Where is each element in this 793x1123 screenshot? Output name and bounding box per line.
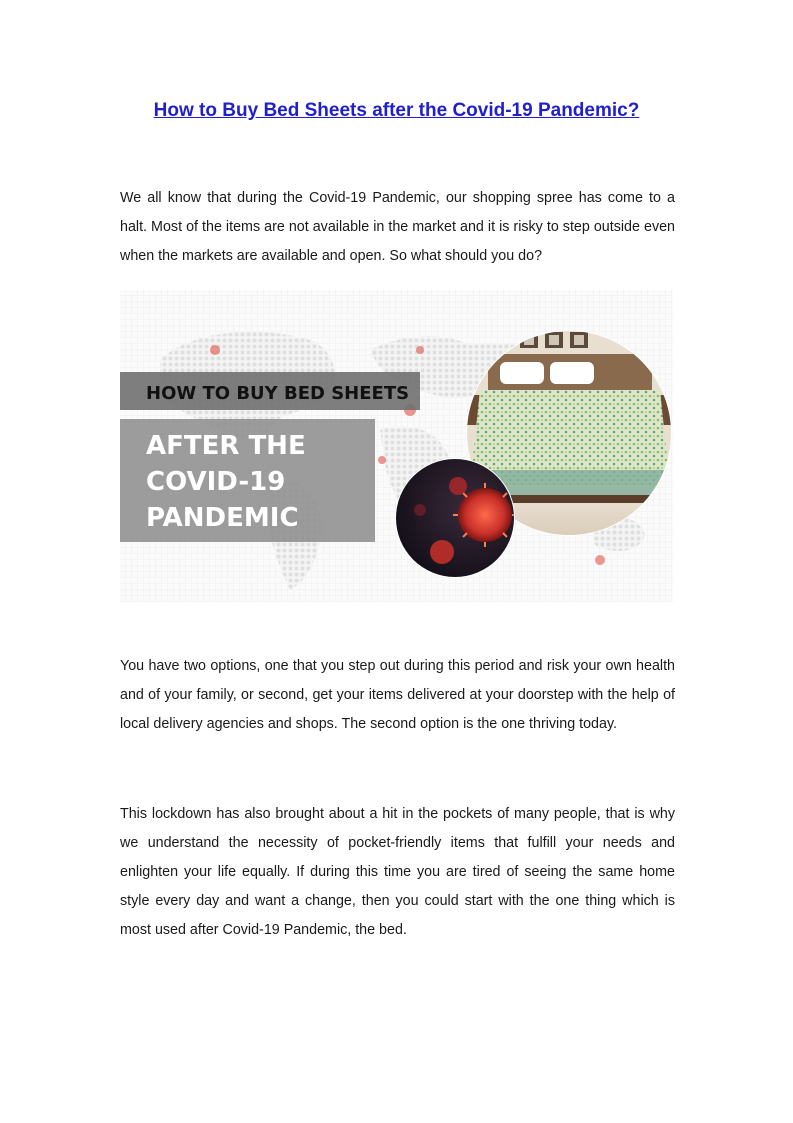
article-title-link[interactable]: How to Buy Bed Sheets after the Covid-19 Pandemic? [153,100,640,121]
intro-paragraph: We all know that during the Covid-19 Pandemic, our shopping spree has come to a halt. Most of the items are not available in the market and it is risky to step outside even when the markets are available and open. So what should you do? [120,190,675,264]
banner-line-3: COVID-19 [146,467,286,497]
lockdown-paragraph: This lockdown has also brought about a hit in the pockets of many people, that is why we understand the necessity of pocket-friendly items that fulfill your needs and enlighten your life equally. If during this time you are tired of seeing the same home style every day and want a change, then you could start with the one thing which is most used after Covid-19 Pandemic, the bed. [120,806,675,938]
article-banner-image [120,290,673,602]
banner-line-4: PANDEMIC [146,503,299,533]
banner-line-1: HOW TO BUY BED SHEETS [146,383,410,404]
options-paragraph: You have two options, one that you step out during this period and risk your own health and of your family, or second, get your items delivered at your doorstep with the help of local delivery agencies and shops. The second option is the one thriving today. [120,658,675,732]
banner-line-2: AFTER THE [146,431,306,461]
